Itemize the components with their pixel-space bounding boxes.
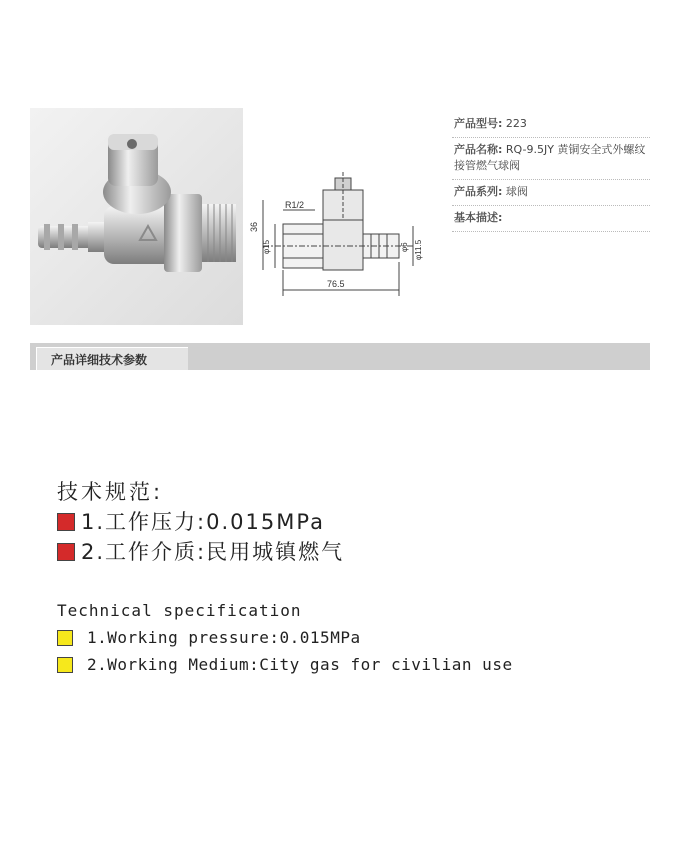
spec-key: 基本描述: [454,211,503,224]
spec-value: 223 [505,117,527,130]
chinese-spec-title: 技术规范: [57,480,164,504]
chinese-spec-item [57,508,344,536]
product-photo [30,108,243,325]
dia115-label: φ11.5 [414,239,423,260]
valve-illustration [30,108,243,325]
detail-tab-bar [30,343,650,370]
spec-value: RQ-9.5JY 黄铜安全式外螺纹接管燃气球阀 [454,143,646,172]
height-label: 36 [249,221,259,232]
technical-drawing [249,170,423,305]
red-square-icon [57,543,75,561]
dia6-label: φ6 [400,242,409,252]
spec-row-name [452,138,650,180]
product-spec-list [452,112,650,232]
chinese-spec-text: 2.工作介质:民用城镇燃气 [81,540,345,564]
dia15-label: φ15 [262,239,271,254]
english-spec-section [57,600,513,676]
spec-row-series [452,180,650,206]
english-spec-text: 1.Working pressure:0.015MPa [87,628,361,647]
english-spec-title: Technical specification [57,601,302,620]
length-label: 76.5 [327,279,345,289]
english-spec-item [57,627,513,649]
spec-key: 产品型号: [454,117,503,130]
spec-value: 球阀 [505,185,528,198]
chinese-spec-section [57,478,344,566]
spec-key: 产品系列: [454,185,503,198]
spec-key: 产品名称: [454,143,503,156]
tab-technical-parameters[interactable]: 产品详细技术参数 [36,347,188,370]
yellow-square-icon [57,657,73,673]
english-spec-item [57,654,513,676]
red-square-icon [57,513,75,531]
english-spec-text: 2.Working Medium:City gas for civilian use [87,655,513,674]
thread-label: R1/2 [285,200,305,210]
chinese-spec-item [57,538,344,566]
chinese-spec-text: 1.工作压力:0.015MPa [81,510,325,534]
yellow-square-icon [57,630,73,646]
spec-row-description [452,206,650,232]
spec-row-model [452,112,650,138]
